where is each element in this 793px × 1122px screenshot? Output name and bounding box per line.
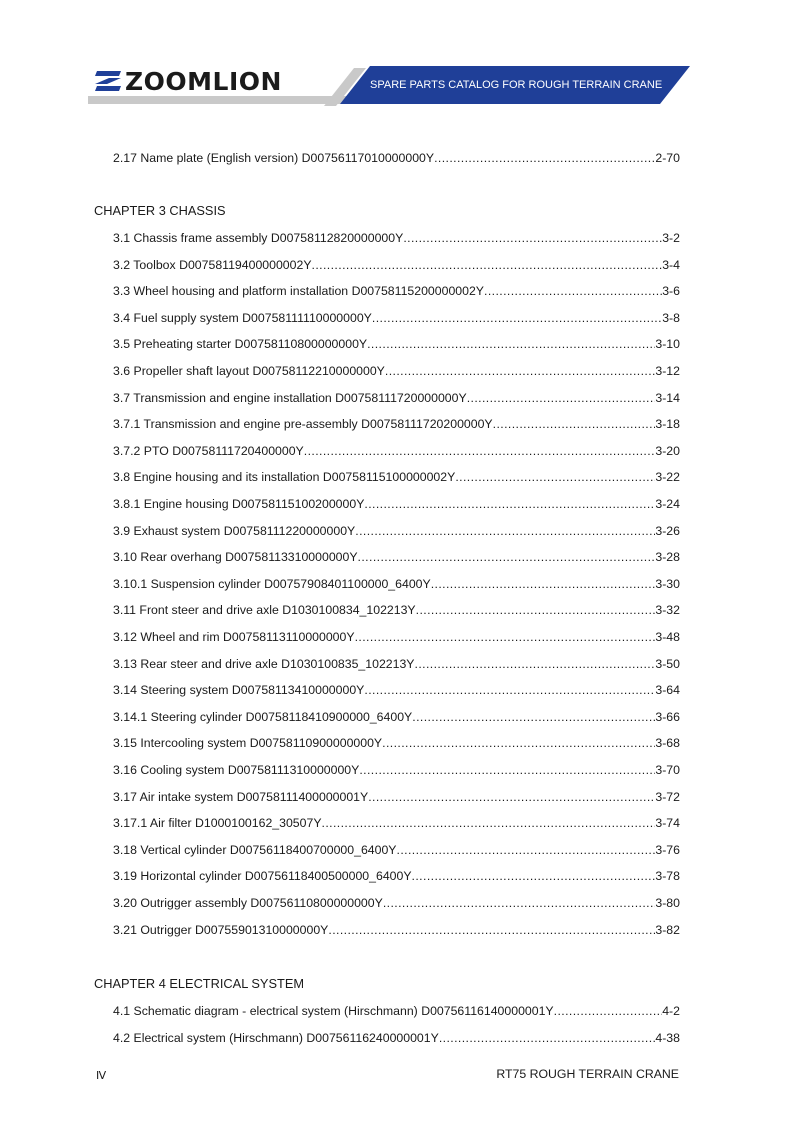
toc-entry-title: 3.9 Exhaust system D00758111220000000Y: [113, 523, 356, 538]
toc-entry[interactable]: [113, 416, 680, 432]
toc-entry-title: 3.21 Outrigger D00755901310000000Y: [113, 922, 329, 937]
toc-leader: [355, 629, 656, 645]
toc-entry-title: 3.3 Wheel housing and platform installation D00758115200000002Y: [113, 284, 484, 299]
page-header: [0, 0, 793, 115]
toc-entry[interactable]: [113, 390, 680, 406]
toc-entry[interactable]: [113, 469, 680, 485]
toc-entry-title: 3.7.2 PTO D00758111720400000Y: [113, 443, 304, 458]
toc-leader: [397, 842, 656, 858]
toc-entry-page: 3-76: [655, 842, 680, 857]
toc-entry[interactable]: [113, 895, 680, 911]
toc-entry-page: 3-30: [655, 576, 680, 591]
toc-leader: [493, 416, 656, 432]
toc-entry-title: 3.16 Cooling system D00758111310000000Y: [113, 763, 360, 777]
toc-leader: [415, 656, 656, 672]
toc-leader: [322, 815, 656, 831]
toc-entry-page: 3-78: [655, 869, 680, 884]
footer-title: RT75 ROUGH TERRAIN CRANE: [496, 1067, 679, 1081]
toc-leader: [312, 257, 663, 273]
toc-entry[interactable]: [113, 257, 680, 273]
toc-entry-page: 3-2: [662, 231, 680, 245]
toc-entry-page: 3-26: [655, 523, 680, 538]
toc-entry-title: 3.8.1 Engine housing D00758115100200000Y: [113, 497, 365, 511]
toc-entry[interactable]: [113, 762, 680, 778]
toc-entry-title: 3.17.1 Air filter D1000100162_30507Y: [113, 816, 322, 831]
toc-leader: [385, 363, 655, 379]
toc-entry[interactable]: [113, 523, 680, 539]
toc-entry[interactable]: [113, 656, 680, 672]
toc-entry-title: 3.2 Toolbox D00758119400000002Y: [113, 257, 312, 272]
chapter-heading[interactable]: CHAPTER 4 ELECTRICAL SYSTEM: [94, 976, 305, 991]
toc-entry-title: 3.10 Rear overhang D00758113310000000Y: [113, 550, 358, 565]
toc-entry-title: 3.1 Chassis frame assembly D00758112820000000Y: [113, 231, 404, 245]
toc-leader: [412, 868, 656, 884]
toc-leader: [455, 469, 655, 485]
toc-entry-title: 3.14.1 Steering cylinder D00758118410900000_6400Y: [113, 709, 413, 724]
toc-entry-page: 3-50: [655, 656, 680, 671]
toc-leader: [358, 549, 656, 565]
toc-entry-page: 3-48: [655, 630, 680, 644]
toc-entry[interactable]: [113, 336, 680, 352]
toc-entry[interactable]: [113, 496, 680, 512]
toc-entry-page: 3-8: [662, 310, 680, 325]
toc-leader: [383, 895, 656, 911]
page-number: Ⅳ: [96, 1070, 107, 1082]
toc-entry-page: 3-68: [655, 736, 680, 751]
toc-entry-title: 3.17 Air intake system D00758111400000001Y: [113, 789, 369, 804]
toc-entry[interactable]: [113, 1003, 680, 1019]
toc-entry-page: 2-70: [655, 151, 680, 165]
toc-entry-title: 3.18 Vertical cylinder D00756118400700000_6400Y: [113, 842, 397, 857]
toc-entry-page: 3-10: [655, 337, 680, 352]
toc-entry[interactable]: [113, 922, 680, 938]
toc-entry[interactable]: [113, 735, 680, 751]
toc-leader: [431, 576, 656, 592]
toc-entry-title: 3.6 Propeller shaft layout D00758112210000000Y: [113, 364, 385, 378]
toc-leader: [416, 602, 656, 618]
toc-entry[interactable]: [113, 1030, 680, 1046]
toc-entry-page: 3-18: [655, 417, 680, 432]
toc-entry[interactable]: [113, 602, 680, 618]
toc-entry-title: 3.10.1 Suspension cylinder D00757908401100000_6400Y: [113, 576, 431, 591]
toc-entry-page: 3-74: [655, 816, 680, 831]
zoomlion-logo: [95, 64, 282, 98]
toc-entry-title: 3.5 Preheating starter D00758110800000000Y: [113, 337, 368, 352]
toc-entry-title: 3.11 Front steer and drive axle D1030100834_102213Y: [113, 603, 416, 618]
toc-entry[interactable]: [113, 310, 680, 326]
toc-leader: [355, 523, 655, 539]
toc-entry[interactable]: [113, 815, 680, 831]
toc-leader: [368, 789, 655, 805]
brand-name: ZOOMLION: [125, 66, 282, 96]
toc-entry[interactable]: [113, 868, 680, 884]
toc-leader: [434, 150, 655, 166]
toc-leader: [412, 709, 655, 725]
toc-entry[interactable]: [113, 789, 680, 805]
toc-entry-page: 3-70: [655, 763, 680, 777]
toc-entry-title: 3.15 Intercooling system D00758110900000000Y: [113, 736, 383, 751]
toc-entry-page: 3-80: [655, 896, 680, 910]
toc-leader: [372, 310, 662, 326]
toc-entry[interactable]: [113, 549, 680, 565]
toc-leader: [304, 443, 656, 459]
toc-entry[interactable]: [113, 230, 680, 246]
toc-entry-page: 3-66: [655, 709, 680, 724]
toc-leader: [367, 336, 655, 352]
toc-entry[interactable]: [113, 363, 680, 379]
toc-entry-title: 2.17 Name plate (English version) D00756117010000000Y: [113, 151, 435, 165]
toc-entry-page: 3-28: [655, 550, 680, 565]
zoomlion-mark-icon: [95, 71, 121, 91]
toc-leader: [403, 230, 662, 246]
toc-entry-page: 3-4: [662, 257, 680, 272]
toc-entry-title: 3.14 Steering system D00758113410000000Y: [113, 683, 365, 698]
toc-leader: [364, 496, 655, 512]
toc-entry-title: 3.8 Engine housing and its installation D00758115100000002Y: [113, 470, 456, 485]
toc-leader: [382, 735, 655, 751]
toc-entry[interactable]: [113, 150, 680, 166]
toc-entry[interactable]: [113, 283, 680, 299]
toc-entry-title: 4.2 Electrical system (Hirschmann) D00756116240000001Y: [113, 1031, 439, 1045]
toc-entry[interactable]: [113, 443, 680, 459]
catalog-banner-title: SPARE PARTS CATALOG FOR ROUGH TERRAIN CRANE: [370, 79, 663, 91]
toc-entry-title: 4.1 Schematic diagram - electrical system (Hirschmann) D00756116140000001Y: [113, 1004, 554, 1018]
toc-leader: [359, 762, 655, 778]
toc-entry-title: 3.13 Rear steer and drive axle D1030100835_102213Y: [113, 656, 415, 671]
toc-leader: [467, 390, 656, 406]
toc-leader: [439, 1030, 656, 1046]
toc-leader: [364, 682, 655, 698]
toc-entry[interactable]: [113, 576, 680, 592]
toc-entry[interactable]: [113, 842, 680, 858]
toc-leader: [328, 922, 655, 938]
toc-entry-page: 3-72: [655, 789, 680, 804]
toc-entry-page: 3-20: [655, 443, 680, 458]
toc-entry-title: 3.7.1 Transmission and engine pre-assembly D00758111720200000Y: [113, 417, 493, 432]
toc-entry-page: 4-38: [655, 1031, 680, 1045]
toc-entry-page: 3-22: [655, 470, 680, 485]
toc-entry-page: 3-6: [662, 284, 680, 299]
toc-entry-page: 3-82: [655, 922, 680, 937]
toc-entry-page: 3-14: [655, 390, 680, 405]
toc-entry-title: 3.20 Outrigger assembly D00756110800000000Y: [113, 896, 383, 910]
toc-entry[interactable]: [113, 709, 680, 725]
toc-leader: [554, 1003, 663, 1019]
toc-leader: [484, 283, 662, 299]
chapter-heading[interactable]: CHAPTER 3 CHASSIS: [94, 203, 226, 218]
toc-entry-title: 3.19 Horizontal cylinder D00756118400500000_6400Y: [113, 869, 412, 884]
toc-entry[interactable]: [113, 682, 680, 698]
toc-entry-page: 4-2: [662, 1004, 680, 1018]
toc-entry-title: 3.7 Transmission and engine installation D00758111720000000Y: [113, 390, 467, 405]
toc-entry[interactable]: [113, 629, 680, 645]
toc-entry-page: 3-32: [655, 603, 680, 618]
toc-entry-page: 3-12: [655, 364, 680, 378]
toc-entry-page: 3-24: [655, 497, 680, 511]
toc-entry-page: 3-64: [655, 683, 680, 698]
toc-entry-title: 3.12 Wheel and rim D00758113110000000Y: [113, 630, 355, 644]
toc-entry-title: 3.4 Fuel supply system D00758111110000000Y: [113, 310, 372, 325]
